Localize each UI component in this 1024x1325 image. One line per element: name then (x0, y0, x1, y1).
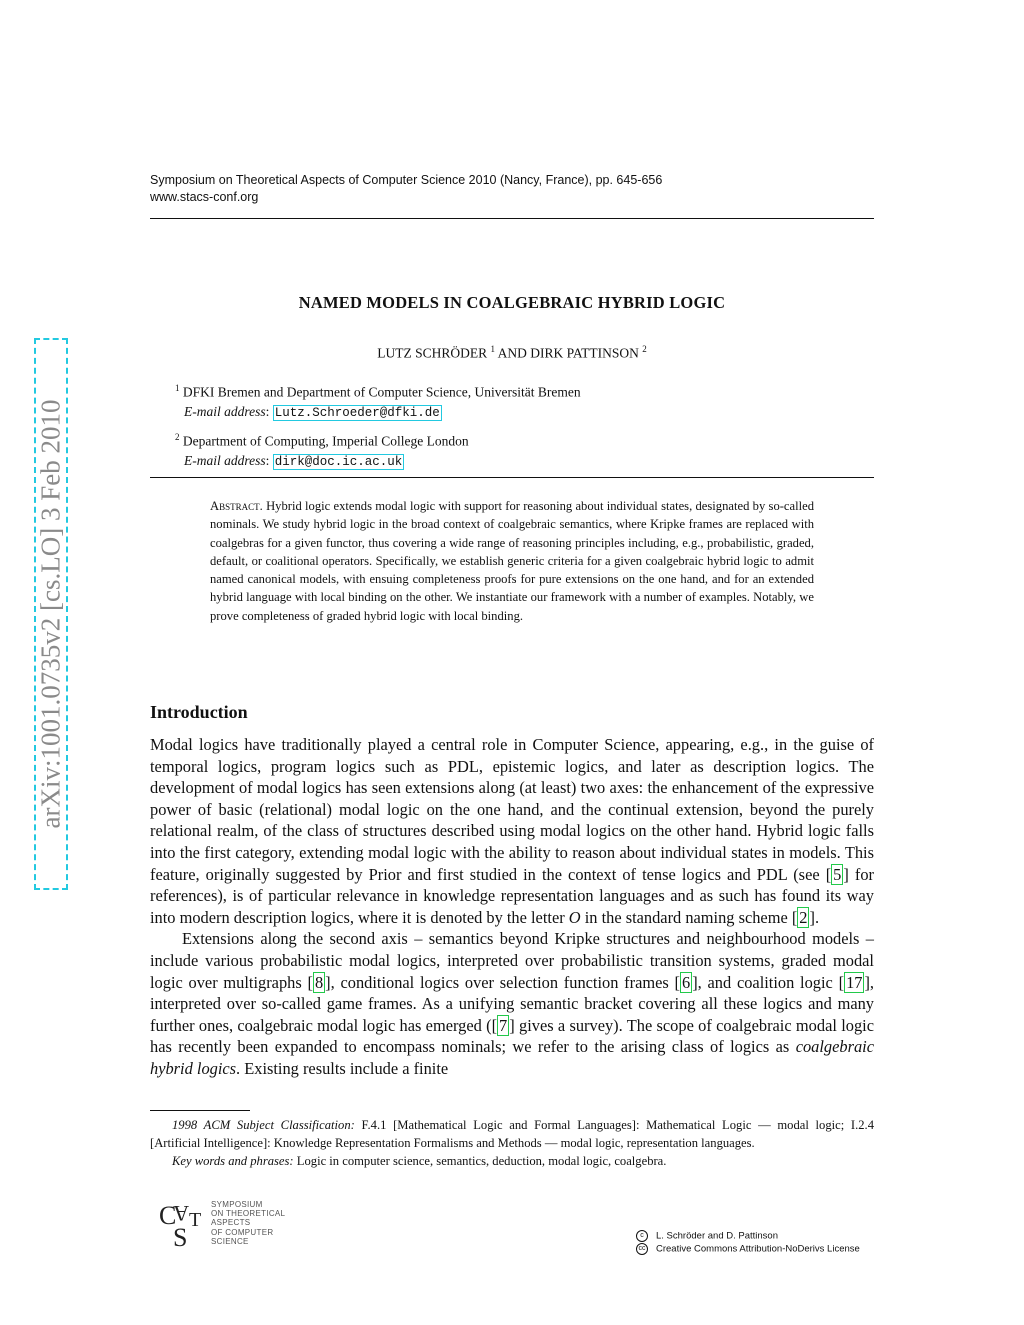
svg-text:C: C (159, 1201, 177, 1230)
acm-label: 1998 ACM Subject Classification: (172, 1118, 355, 1132)
paragraph-1 (150, 734, 874, 928)
license-block (636, 1230, 860, 1256)
affiliation-2: $^2$ Department of Computing, Imperial College London E-mail address: dirk@doc.ic.ac.uk (175, 432, 469, 469)
para2-text-b: ], conditional logics over selection function frames [ (325, 972, 680, 992)
copyright-holders: L. Schröder and D. Pattinson (656, 1230, 778, 1242)
conference-line: Symposium on Theoretical Aspects of Computer Science 2010 (Nancy, France), pp. 645-656 (150, 173, 663, 187)
para2-text-f: . Existing results include a finite (236, 1058, 449, 1078)
section-heading: Introduction (150, 702, 248, 722)
conference-url[interactable]: www.stacs-conf.org (150, 190, 259, 204)
svg-text:A: A (173, 1201, 189, 1226)
para2-text-c: ], and coalition logic [ (692, 972, 845, 992)
para1-text-b: ] for references), is of particular relevance in knowledge representation languages and as such has found its way into modern description logics, where it is denoted by the letter (150, 864, 875, 927)
para2-text-a: Extensions along the second axis – semantics beyond Kripke structures and neighbourhood models – include various probabilistic modal logics, interpreted over probabilistic transition systems, graded modal logic over multigraphs [ (150, 929, 874, 992)
creative-commons-icon: cc (636, 1243, 648, 1255)
acm-classification (150, 1116, 874, 1152)
affiliation-1-mark: 1 (175, 383, 180, 393)
email-link-schroeder[interactable]: Lutz.Schroeder@dfki.de (274, 405, 440, 420)
abstract (210, 497, 814, 625)
arxiv-identifier: arXiv:1001.0735v2 [cs.LO] 3 Feb 2010 (35, 399, 66, 829)
abstract-label: Abstract. (210, 499, 263, 513)
emphasis-term: coalgebraic hybrid logics (150, 1037, 874, 1078)
copyright-icon: c (636, 1230, 648, 1242)
citation-link[interactable]: 6 (682, 972, 691, 992)
affiliation-2-name: Department of Computing, Imperial College London (182, 433, 469, 449)
keywords (150, 1152, 874, 1170)
stacs-emblem-icon (155, 1198, 211, 1250)
logo-word: OF COMPUTER (211, 1227, 274, 1237)
affiliation-2-mark: 2 (175, 432, 180, 442)
affiliation-rule (150, 477, 874, 478)
affiliation-1: $^1$ DFKI Bremen and Department of Computer Science, Universität Bremen E-mail address: Lutz.Schroeder@dfki.de (175, 383, 581, 420)
paragraph-2 (150, 928, 874, 1079)
email-label: E-mail address (184, 452, 266, 468)
arxiv-stamp[interactable] (34, 338, 68, 890)
affiliation-1-name: DFKI Bremen and Department of Computer Science, Universität Bremen (182, 384, 581, 400)
paper-title: NAMED MODELS IN COALGEBRAIC HYBRID LOGIC (298, 293, 726, 312)
footnote-rule (150, 1110, 250, 1111)
author-line (150, 344, 874, 362)
svg-text:S: S (173, 1223, 188, 1250)
acm-text: F.4.1 [Mathematical Logic and Formal Languages]: Mathematical Logic — modal logic; I.2.4 [Artificial Intelligence]: Knowledge Representation Formalisms and Methods — modal logic, representation languages. (150, 1118, 874, 1151)
logo-wordmark (211, 1200, 285, 1246)
author-conjunction: AND (494, 345, 531, 361)
email-label: E-mail address (184, 403, 266, 419)
citation-link[interactable]: 2 (799, 907, 808, 927)
svg-text:T: T (189, 1209, 202, 1231)
email-link-pattinson[interactable]: dirk@doc.ic.ac.uk (274, 454, 403, 469)
author-1: LUTZ SCHRÖDER (377, 345, 488, 361)
citation-link[interactable]: 17 (846, 972, 863, 992)
citation-link[interactable]: 8 (314, 972, 324, 992)
citation-link[interactable]: 7 (499, 1015, 508, 1035)
license-name[interactable]: Creative Commons Attribution-NoDerivs License (656, 1243, 860, 1255)
logo-word: ASPECTS (211, 1218, 251, 1228)
citation-link[interactable]: 5 (833, 864, 842, 884)
logo-word: SCIENCE (211, 1236, 249, 1246)
math-letter-o: O (568, 907, 581, 927)
author-2-mark: 2 (642, 344, 647, 354)
author-1-mark: 1 (490, 344, 495, 354)
keywords-label: Key words and phrases: (172, 1154, 294, 1169)
author-2: DIRK PATTINSON (530, 345, 639, 361)
logo-word: SYMPOSIUM (211, 1200, 263, 1209)
para2-text-d: ], interpreted over so-called game frames. As a unifying semantic bracket covering all these logics and many further ones, coalgebraic modal logic has emerged ([ (150, 972, 875, 1035)
conference-header (150, 172, 662, 206)
logo-word: ON THEORETICAL (211, 1209, 286, 1219)
header-rule (150, 218, 874, 219)
abstract-text: Hybrid logic extends modal logic with support for reasoning about individual states, designated by so-called nominals. We study hybrid logic in the broad context of coalgebraic semantics, where Kripke frames are replaced with coalgebras for a given functor, thus covering a wide range of reasoning principles including, e.g., probabilistic, graded, default, or coalitional operators. Specifically, we establish generic criteria for a given coalgebraic hybrid logic to admit named canonical models, with ensuing completeness proofs for pure extensions on the one hand, and for an extended hybrid language with local binding on the other. We instantiate our framework with a number of examples. Notably, we prove completeness of graded hybrid logic with local binding. (210, 499, 814, 623)
para1-text-a: Modal logics have traditionally played a central role in Computer Science, appearing, e.g., in the guise of temporal logics, program logics such as PDL, epistemic logics, and later as description logics. The development of modal logics has seen extensions along (at least) two axes: the enhancement of the expressive power of basic (relational) modal logic on the one hand, and the continual extension, beyond the purely relational realm, of the class of structures described using modal logics on the other hand. Hybrid logic falls into the first category, extending modal logic with the ability to reason about individual states in models. This feature, originally suggested by Prior and first studied in the context of tense logics and PDL (see [ (150, 735, 874, 884)
footnotes (150, 1116, 874, 1171)
para1-text-d: ]. (809, 907, 820, 927)
para2-text-e: ] gives a survey). The scope of coalgebraic modal logic has recently been expanded to encompass nominals; we refer to the arising class of logics as (150, 1015, 874, 1057)
stacs-logo (155, 1198, 315, 1250)
para1-text-c: in the standard naming scheme [ (580, 907, 798, 927)
body-text (150, 734, 874, 1080)
keywords-text: Logic in computer science, semantics, deduction, modal logic, coalgebra. (296, 1154, 667, 1169)
